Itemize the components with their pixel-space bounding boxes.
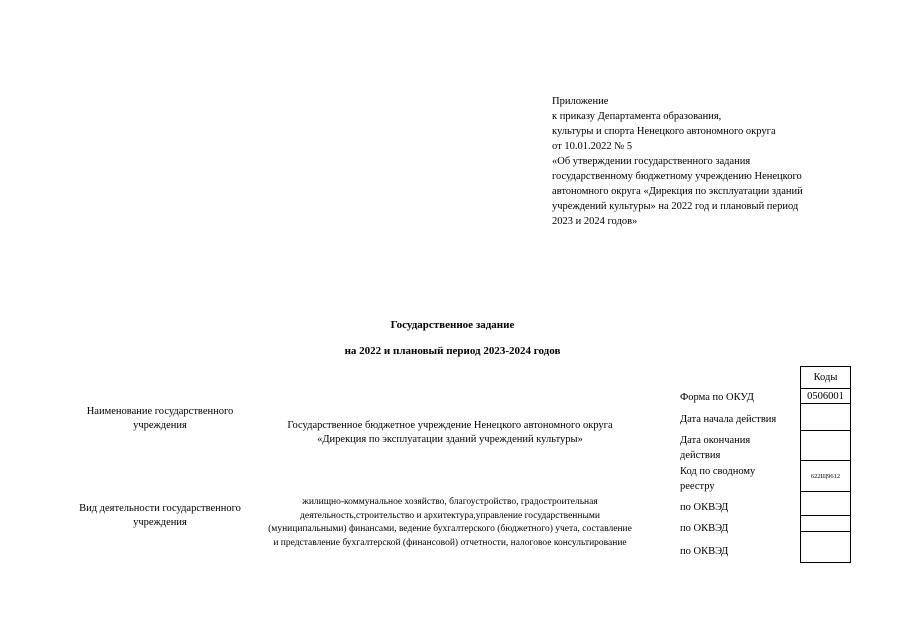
- codes-row-label: Код по сводному реестру: [680, 466, 756, 492]
- appendix-block: [552, 94, 852, 229]
- institution-name-value: Государственное бюджетное учреждение Ненецкого автономного округа «Дирекция по эксплуатации зданий учреждений культуры»: [287, 420, 613, 445]
- code-start-date: [801, 404, 850, 431]
- code-okud: 0506001: [801, 389, 850, 404]
- codes-row-label: по ОКВЭД: [680, 546, 729, 557]
- codes-row-label: Форма по ОКУД: [680, 392, 754, 403]
- codes-row-label: Дата начала действия: [680, 414, 777, 425]
- appendix-line: от 10.01.2022 № 5: [552, 141, 633, 152]
- activity-type-value: жилищно-коммунальное хозяйство, благоустройство, градостроительная деятельность,строительство и архитектура,управление государственными (муниципальными) финансами, ведение бухгалтерского (бюджетного) учета, составление и представление бухгалтерской (финансовой) отчетности, налоговое консультирование: [268, 497, 632, 548]
- codes-row-label: по ОКВЭД: [680, 502, 729, 513]
- code-okved: [801, 532, 850, 562]
- code-okved: [801, 492, 850, 516]
- appendix-line: государственному бюджетному учреждению Ненецкого: [552, 171, 802, 182]
- code-end-date: [801, 431, 850, 461]
- code-registry: 622Щ9612: [801, 461, 850, 492]
- codes-table: [800, 366, 851, 563]
- code-okved: [801, 516, 850, 532]
- appendix-line: автономного округа «Дирекция по эксплуатации зданий: [552, 186, 803, 197]
- appendix-line: «Об утверждении государственного задания: [552, 156, 751, 167]
- appendix-line: культуры и спорта Ненецкого автономного округа: [552, 126, 776, 137]
- codes-header: Коды: [801, 367, 850, 389]
- codes-row-label: Дата окончания действия: [680, 435, 751, 461]
- document-title: Государственное задание: [390, 319, 515, 331]
- appendix-line: Приложение: [552, 96, 609, 107]
- activity-type-label: Вид деятельности государственного учреждения: [79, 503, 241, 528]
- appendix-line: 2023 и 2024 годов»: [552, 216, 638, 227]
- institution-name-label: Наименование государственного учреждения: [86, 406, 234, 431]
- appendix-line: к приказу Департамента образования,: [552, 111, 722, 122]
- codes-row-label: по ОКВЭД: [680, 523, 729, 534]
- appendix-line: учреждений культуры» на 2022 год и плановый период: [552, 201, 799, 212]
- document-subtitle: на 2022 и плановый период 2023-2024 годов: [344, 345, 561, 357]
